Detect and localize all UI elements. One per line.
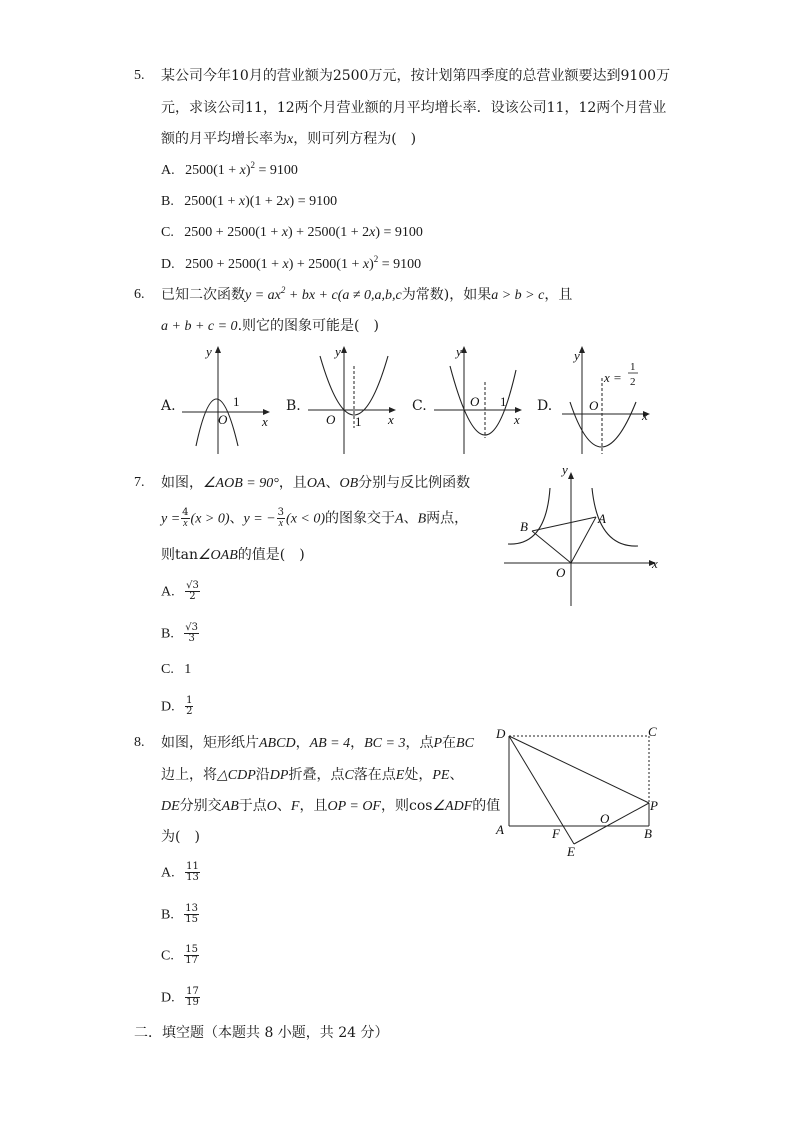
q6-text: .则它的图象可能是( )	[237, 318, 379, 334]
q7-angle-oab: ∠OAB	[198, 548, 238, 563]
q8-option-a[interactable]	[161, 862, 201, 884]
svg-text:x: x	[514, 412, 520, 427]
q8-text: 处，	[404, 767, 433, 783]
svg-text:O: O	[218, 412, 228, 427]
q7-line2	[161, 508, 468, 530]
option-label: D.	[161, 990, 175, 1006]
option-label: B.	[161, 194, 174, 209]
q6-text: ，且	[544, 287, 573, 303]
q8-pe: PE	[432, 768, 450, 783]
q7-func1-cond: (x > 0)	[190, 511, 230, 527]
svg-text:y: y	[206, 344, 212, 359]
q8-bc2: BC	[456, 736, 474, 751]
q8-rect: ABCD	[259, 736, 296, 751]
q7-line3	[161, 545, 305, 566]
q8-p: P	[433, 736, 443, 751]
svg-text:x: x	[642, 408, 648, 423]
q6-option-b-label[interactable]: B.	[286, 398, 301, 414]
q8-option-d[interactable]	[161, 987, 201, 1009]
q6-function: $y = ax^2$ + bx + c(a ≠ 0,a,b,c	[245, 285, 402, 303]
q6-number: 6.	[134, 287, 145, 302]
q8-e: E	[395, 768, 405, 783]
svg-text:1: 1	[233, 394, 240, 409]
option-label: B.	[161, 907, 174, 923]
option-label: D.	[161, 257, 175, 272]
option-text: $2500 + 2500(1 + x) + 2500(1 + x)^2 = 9100$	[185, 254, 422, 272]
option-label: D.	[161, 699, 175, 715]
q8-option-b[interactable]	[161, 904, 200, 926]
q5-number: 5.	[134, 68, 145, 83]
svg-text:B: B	[520, 519, 528, 534]
q7-func2-lhs: y = −	[243, 511, 276, 527]
q8-eq: OP = OF	[327, 799, 381, 814]
q7-line1	[161, 473, 470, 494]
q8-text: 落在点	[353, 767, 396, 783]
svg-text:O: O	[600, 811, 610, 826]
q7-angle: ∠AOB = 90°	[203, 476, 279, 491]
option-label: C.	[161, 662, 174, 677]
option-frac: $\frac{√3}{2}$	[186, 580, 199, 602]
svg-text:y: y	[456, 344, 462, 359]
q7-sep: 、	[325, 475, 340, 491]
svg-text:O: O	[589, 398, 599, 413]
q6-inequality: a > b > c	[491, 288, 545, 303]
svg-text:A: A	[496, 822, 504, 837]
q7-text: 则tan	[161, 547, 198, 563]
q5-line3-end: ，则可列方程为( )	[293, 131, 417, 147]
q7-figure	[500, 460, 670, 610]
q8-option-c[interactable]	[161, 945, 200, 967]
q8-text: 在	[442, 735, 457, 751]
q7-point-a: A	[395, 511, 404, 527]
svg-text:B: B	[644, 826, 652, 841]
q8-line2	[161, 765, 463, 786]
q7-text: 的图象交于	[325, 510, 396, 527]
q7-text: ，且	[278, 475, 307, 491]
q8-line1	[161, 733, 474, 754]
option-text: $2500(1 + x)^2 = 9100$	[185, 160, 298, 178]
section-heading: 二．填空题（本题共 8 小题，共 24 分）	[134, 1025, 389, 1041]
svg-text:F: F	[552, 826, 560, 841]
svg-text:P: P	[650, 798, 658, 813]
q8-o: O	[266, 799, 277, 814]
q6-option-c-label[interactable]: C.	[412, 398, 427, 414]
svg-text:1: 1	[355, 414, 362, 429]
q6-option-a-label[interactable]: A.	[161, 398, 176, 414]
q6-line2	[161, 316, 379, 337]
q5-option-d[interactable]	[161, 254, 421, 275]
svg-text:A: A	[598, 511, 606, 526]
q8-text: 沿	[255, 767, 270, 783]
q7-number: 7.	[134, 475, 145, 490]
option-label: C.	[161, 225, 174, 240]
q7-func2-cond: (x < 0)	[286, 511, 326, 527]
q7-text: 分别与反比例函数	[358, 475, 471, 491]
q5-option-b[interactable]	[161, 191, 337, 212]
q8-sep: 、	[449, 767, 464, 783]
option-text: 2500(1 + x)(1 + 2x) = 9100	[184, 194, 338, 209]
svg-text:1: 1	[630, 361, 636, 373]
q5-line1: 某公司今年10月的营业额为2500万元，按计划第四季度的总营业额要达到9100万	[161, 68, 671, 84]
q5-option-c[interactable]	[161, 222, 423, 243]
option-label: A.	[161, 865, 175, 881]
q7-option-a[interactable]	[161, 581, 201, 603]
q7-func1-frac: $\frac{4}{x}$	[182, 507, 189, 529]
q7-oa: OA	[306, 476, 326, 491]
q7-ob: OB	[339, 476, 359, 491]
q6-cond: 为常数)	[401, 287, 450, 303]
svg-text:x: x	[262, 414, 268, 429]
option-label: C.	[161, 948, 174, 964]
q7-option-b[interactable]	[161, 623, 200, 645]
q5-line3-text: 额的月平均增长率为	[161, 131, 287, 147]
svg-text:O: O	[556, 565, 566, 580]
q5-line3	[161, 129, 416, 150]
q6-sum: a + b + c = 0	[161, 319, 238, 334]
svg-text:x: x	[652, 556, 658, 571]
svg-text:y: y	[335, 344, 341, 359]
q6-graph-a	[176, 342, 276, 458]
q8-sep: 、	[276, 798, 291, 814]
q8-text: 边上，将	[161, 767, 217, 783]
option-text: 2500 + 2500(1 + x) + 2500(1 + 2x) = 9100	[184, 225, 423, 240]
q8-c: C	[344, 768, 354, 783]
q8-text: ，	[350, 735, 365, 751]
q8-line3	[161, 796, 500, 817]
option-frac: $\frac{17}{19}$	[186, 986, 199, 1008]
q8-f: F	[290, 799, 300, 814]
option-text: 1	[184, 662, 192, 677]
q8-text: ，	[295, 735, 310, 751]
q6-text: 已知二次函数	[161, 287, 245, 303]
option-frac: $\frac{√3}{3}$	[185, 622, 199, 644]
q6-graph-b	[302, 342, 402, 458]
svg-text:y: y	[562, 462, 568, 477]
svg-text:y: y	[574, 348, 580, 363]
q6-graph-c	[428, 342, 528, 458]
q7-text: 的值是( )	[237, 547, 305, 563]
q8-angle: ∠ADF	[432, 799, 473, 814]
option-label: B.	[161, 626, 174, 642]
q7-text: 两点，	[426, 510, 469, 527]
q8-text: ，则cos	[381, 798, 433, 814]
svg-text:2: 2	[630, 376, 636, 388]
q7-func1-lhs: y =	[161, 511, 181, 527]
q8-text: 如图，矩形纸片	[161, 735, 259, 751]
q8-ab2: AB	[221, 799, 239, 814]
q8-text: 于点	[238, 798, 267, 814]
option-label: A.	[161, 584, 175, 600]
svg-text:1: 1	[500, 394, 507, 409]
q8-triangle: △CDP	[217, 768, 256, 783]
q7-option-c[interactable]	[161, 659, 191, 680]
svg-text:E: E	[567, 844, 575, 859]
q8-de: DE	[161, 799, 180, 814]
q8-text: 分别交	[179, 798, 222, 814]
q8-bc: BC = 3	[364, 736, 406, 751]
q8-dp: DP	[269, 768, 289, 783]
q7-sep: 、	[403, 510, 418, 527]
q6-text: ，如果	[449, 287, 492, 303]
q5-option-a[interactable]	[161, 160, 298, 181]
q7-sep: 、	[229, 510, 244, 527]
q8-text: ，且	[299, 798, 328, 814]
q7-func2-frac: $\frac{3}{x}$	[277, 507, 285, 529]
q8-text: ，点	[405, 735, 434, 751]
svg-text:C: C	[648, 724, 657, 739]
q8-text: 的值	[472, 798, 501, 814]
q7-point-b: B	[417, 511, 427, 527]
q7-option-d[interactable]	[161, 696, 194, 718]
q5-variable: x	[287, 132, 294, 147]
q8-number: 8.	[134, 735, 145, 750]
q6-option-d-label[interactable]: D.	[537, 398, 553, 414]
q8-figure	[492, 722, 666, 862]
q6-line1	[161, 285, 572, 306]
svg-text:O: O	[326, 412, 336, 427]
svg-text:O: O	[470, 394, 480, 409]
svg-text:x: x	[388, 412, 394, 427]
option-frac: $\frac{11}{13}$	[186, 861, 199, 883]
q6-graph-d	[556, 342, 666, 458]
q8-text: 折叠，点	[288, 767, 345, 783]
option-frac: $\frac{15}{17}$	[185, 944, 199, 966]
svg-text:D: D	[496, 726, 506, 741]
svg-text:x =: x =	[604, 370, 622, 385]
q5-line2: 元，求该公司11，12两个月营业额的月平均增长率．设该公司11，12两个月营业	[161, 100, 667, 116]
option-frac: $\frac{1}{2}$	[186, 695, 193, 717]
option-label: A.	[161, 163, 175, 178]
q7-text: 如图，	[161, 475, 203, 491]
option-frac: $\frac{13}{15}$	[185, 903, 199, 925]
q8-ab: AB = 4	[309, 736, 351, 751]
q8-line4: 为( )	[161, 829, 200, 845]
